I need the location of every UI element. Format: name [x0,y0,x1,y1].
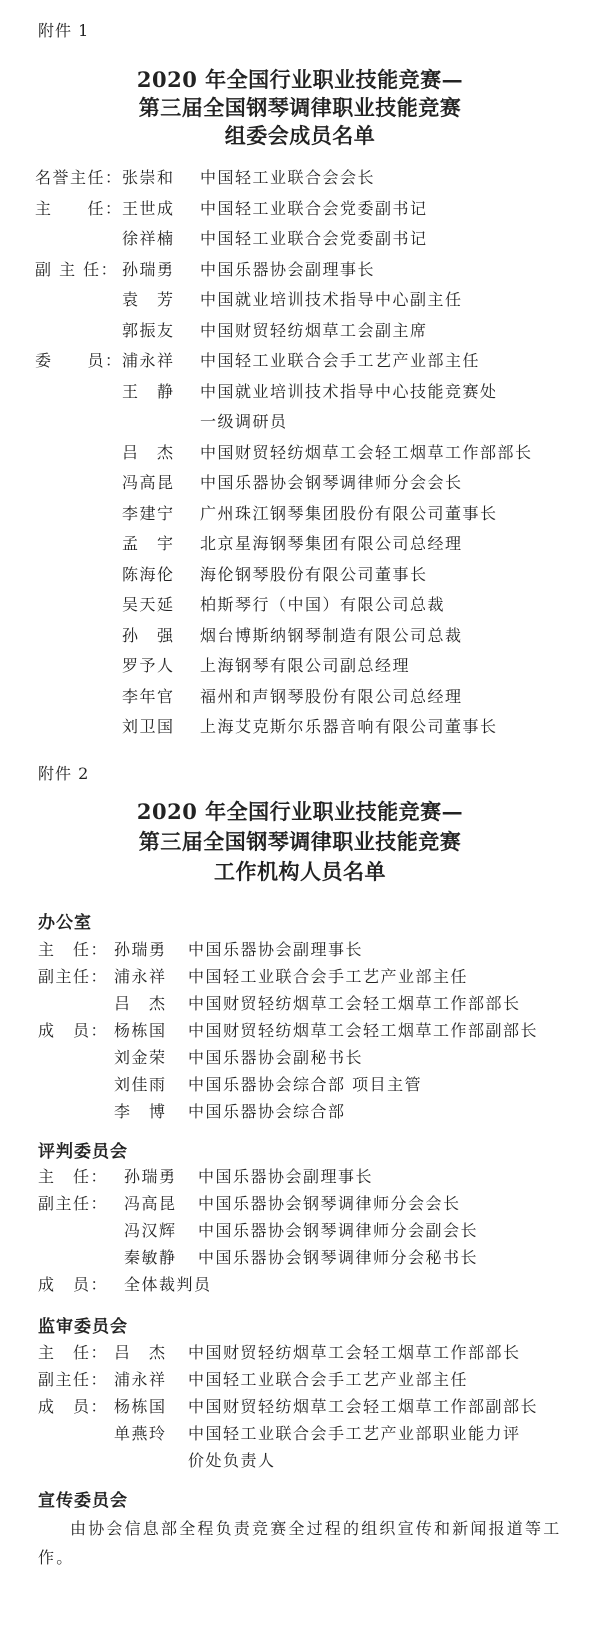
member-position: 烟台博斯纳钢琴制造有限公司总裁 [200,626,463,645]
member-position: 中国轻工业联合会党委副书记 [200,199,428,218]
role-label: 名誉主任： [35,168,123,187]
member-name: 吴天延 [122,595,175,614]
annex-2-title-line-1: 2020 年全国行业职业技能竞赛— [136,799,464,824]
member-position: 上海钢琴有限公司副总经理 [200,656,411,675]
member-name: 浦永祥 [114,967,167,986]
member-position: 中国乐器协会钢琴调律师分会副会长 [198,1221,479,1240]
member-name: 徐祥楠 [122,229,175,248]
role-label: 副主任： [38,967,109,986]
member-position: 中国乐器协会副秘书长 [188,1048,364,1067]
annex-2-title-line-2: 第三届全国钢琴调律职业技能竞赛 [138,829,462,854]
role-label: 委 员： [35,351,123,370]
member-name: 杨栋国 [114,1021,167,1040]
member-name: 王世成 [122,199,175,218]
member-name: 刘卫国 [122,717,175,736]
member-position: 价处负责人 [188,1451,276,1470]
member-position: 中国轻工业联合会党委副书记 [200,229,428,248]
member-position: 中国乐器协会副理事长 [188,940,364,959]
role-label: 主 任： [38,940,109,959]
member-position: 中国乐器协会钢琴调律师分会秘书长 [198,1248,479,1267]
member-position: 中国就业培训技术指导中心副主任 [200,290,463,309]
supervision-committee-heading: 监审委员会 [38,1317,128,1337]
annex-2-label: 附件 2 [38,764,90,783]
annex-1-label: 附件 1 [38,21,90,40]
member-position: 中国财贸轻纺烟草工会轻工烟草工作部部长 [200,443,533,462]
member-name: 冯高昆 [122,473,175,492]
member-position: 中国财贸轻纺烟草工会轻工烟草工作部部长 [188,994,521,1013]
member-name: 浦永祥 [114,1370,167,1389]
member-position: 中国乐器协会综合部 项目主管 [188,1075,423,1094]
member-position: 中国轻工业联合会手工艺产业部主任 [200,351,481,370]
annex-1-title-line-2: 第三届全国钢琴调律职业技能竞赛 [138,95,462,120]
role-label: 成 员： [38,1275,109,1294]
member-name: 罗予人 [122,656,175,675]
member-position: 中国轻工业联合会手工艺产业部主任 [188,967,469,986]
member-name: 袁 芳 [122,290,175,309]
member-position: 中国乐器协会钢琴调律师分会会长 [198,1194,461,1213]
member-position: 广州珠江钢琴集团股份有限公司董事长 [200,504,498,523]
member-name: 单燕玲 [114,1424,167,1443]
role-label: 成 员： [38,1397,109,1416]
annex-2-title-line-3: 工作机构人员名单 [214,859,386,884]
member-position: 中国财贸轻纺烟草工会轻工烟草工作部副部长 [188,1397,539,1416]
member-position: 中国财贸轻纺烟草工会副主席 [200,321,428,340]
member-name: 李 博 [114,1102,167,1121]
role-label: 主 任： [38,1343,109,1362]
annex-1-title-line-1: 2020 年全国行业职业技能竞赛— [136,67,464,92]
role-label: 副主任： [38,1194,109,1213]
member-name: 冯汉辉 [124,1221,177,1240]
member-position: 一级调研员 [200,412,288,431]
member-position: 中国乐器协会综合部 [188,1102,346,1121]
member-position: 中国乐器协会钢琴调律师分会会长 [200,473,463,492]
member-name: 秦敏静 [124,1248,177,1267]
role-label: 副 主 任： [35,260,119,279]
member-name: 李建宁 [122,504,175,523]
member-name: 张崇和 [122,168,175,187]
member-name: 孙瑞勇 [124,1167,177,1186]
member-name: 王 静 [122,382,175,401]
role-label: 成 员： [38,1021,109,1040]
member-name: 孙瑞勇 [122,260,175,279]
member-position: 中国乐器协会副理事长 [200,260,376,279]
member-name: 陈海伦 [122,565,175,584]
member-name: 杨栋国 [114,1397,167,1416]
member-name: 吕 杰 [122,443,175,462]
member-name: 郭振友 [122,321,175,340]
member-name: 刘佳雨 [114,1075,167,1094]
member-position: 中国轻工业联合会手工艺产业部主任 [188,1370,469,1389]
office-heading: 办公室 [38,913,92,933]
publicity-description: 由协会信息部全程负责竞赛全过程的组织宣传和新闻报道等工作。 [38,1519,562,1567]
member-position: 中国财贸轻纺烟草工会轻工烟草工作部副部长 [188,1021,539,1040]
member-name: 浦永祥 [122,351,175,370]
member-name: 吕 杰 [114,994,167,1013]
member-position: 北京星海钢琴集团有限公司总经理 [200,534,463,553]
annex-1-title-line-3: 组委会成员名单 [224,123,376,148]
member-name: 吕 杰 [114,1343,167,1362]
member-name: 刘金荣 [114,1048,167,1067]
role-label: 主 任： [38,1167,109,1186]
member-name: 李年官 [122,687,175,706]
member-position: 海伦钢琴股份有限公司董事长 [200,565,428,584]
member-position: 柏斯琴行（中国）有限公司总裁 [200,595,446,614]
member-name: 孙 强 [122,626,175,645]
member-position: 上海艾克斯尔乐器音响有限公司董事长 [200,717,498,736]
role-label: 主 任： [35,199,123,218]
member-position: 中国乐器协会副理事长 [198,1167,374,1186]
judging-committee-heading: 评判委员会 [38,1142,128,1162]
member-position: 福州和声钢琴股份有限公司总经理 [200,687,463,706]
publicity-committee-heading: 宣传委员会 [38,1491,128,1511]
member-position: 中国财贸轻纺烟草工会轻工烟草工作部部长 [188,1343,521,1362]
member-position: 中国就业培训技术指导中心技能竞赛处 [200,382,498,401]
member-name: 孙瑞勇 [114,940,167,959]
member-name: 孟 宇 [122,534,175,553]
member-name: 冯高昆 [124,1194,177,1213]
role-label: 副主任： [38,1370,109,1389]
member-name: 全体裁判员 [124,1275,212,1294]
member-position: 中国轻工业联合会会长 [200,168,376,187]
member-position: 中国轻工业联合会手工艺产业部职业能力评 [188,1424,521,1443]
